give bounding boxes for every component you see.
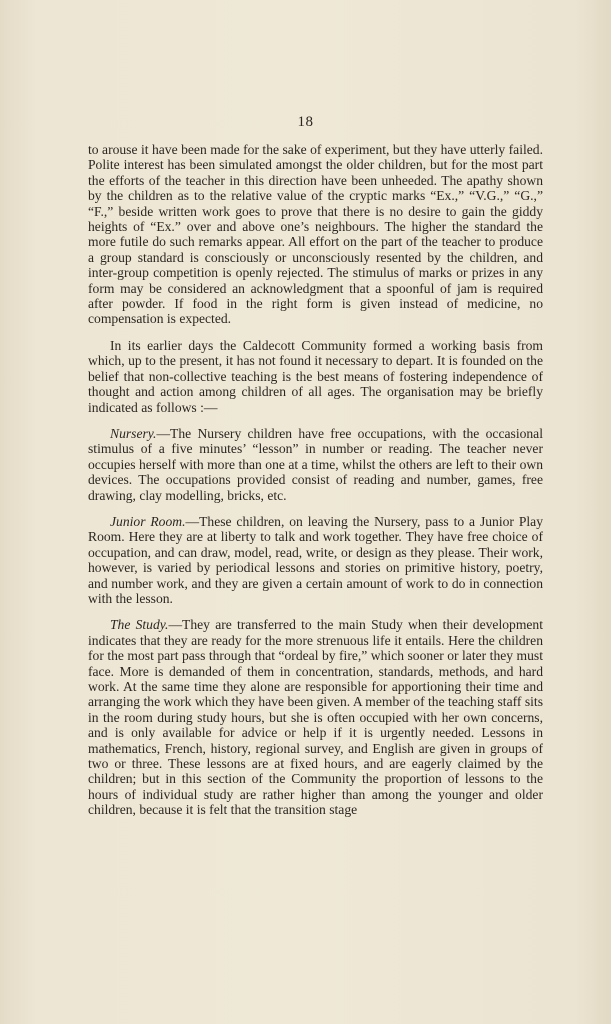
page-number: 18 [297,114,314,130]
paragraph-text: In its earlier days the Caldecott Community formed a working basis from which, up to the present, it has not found it necessary to depart. It is founded on the belief that non-collective teaching is the best means of fostering independence of thought and action among children of all ages. The organisation may be briefly indicated as follows :— [88,337,543,415]
paragraph-text: —The Nursery children have free occupations, with the occasional stimulus of a five minutes’ “lesson” in number or reading. The teacher never occupies herself with more than one at a time, whilst the others are left to their own devices. The occupations provided consist of reading and number, games, free drawing, clay modelling, bricks, etc. [88,425,543,503]
paragraph-study [88,617,543,817]
paragraph-text: —They are transferred to the main Study when their development indicates that they are ready for the more strenuous life it entails. Here the children for the most part pass through that “ordeal by fire,” which sooner or later they must face. More is demanded of them in concentration, standards, methods, and hard work. At the same time they alone are responsible for apportioning their time and arranging the work which they have been given. A member of the teaching staff sits in the room during study hours, but she is often occupied with her own concerns, and is only available for advice or help if it is urgently needed. Lessons in mathematics, French, history, regional survey, and English are given in groups of two or three. These lessons are at fixed hours, and are eagerly claimed by the children; but in this section of the Community the proportion of lessons to the hours of individual study are rather higher than among the younger and older children, because it is felt that the transition stage [88,617,543,818]
paragraph-text: —These children, on leaving the Nursery, pass to a Junior Play Room. Here they are at liberty to talk and work together. They have free choice of occupation, and can draw, model, read, write, or design as they please. Their work, however, is varied by periodical lessons and stories on primitive history, poetry, and number work, and they are given a certain amount of work to do in connection with the lesson. [88,513,543,606]
paragraph-text: to arouse it have been made for the sake of experiment, but they have utterly failed. Polite interest has been simulated amongst the older children, but for the most part the efforts of the teacher in this direction have been unheeded. The apathy shown by the children as to the relative value of the cryptic marks “Ex.,” “V.G.,” “G.,” “F.,” beside written work goes to prove that there is no desire to gain the giddy heights of “Ex.” over and above one’s neighbours. The higher the standard the more futile do such remarks appear. All effort on the part of the teacher to produce a group standard is consciously or unconsciously resented by the children, and inter-group competition is openly rejected. The stimulus of marks or prizes in any form may be considered an acknowledgment that a spoonful of jam is required after powder. If food in the right form is given instead of medicine, no compensation is expected. [88,142,543,327]
paragraph-continuation [88,142,543,327]
section-heading-junior-room: Junior Room. [110,513,186,529]
paragraph-junior-room [88,514,543,606]
paragraph-organisation [88,338,543,415]
body-text [88,142,543,829]
section-heading-nursery: Nursery. [110,425,157,441]
paragraph-nursery [88,426,543,503]
section-heading-study: The Study. [110,617,169,633]
